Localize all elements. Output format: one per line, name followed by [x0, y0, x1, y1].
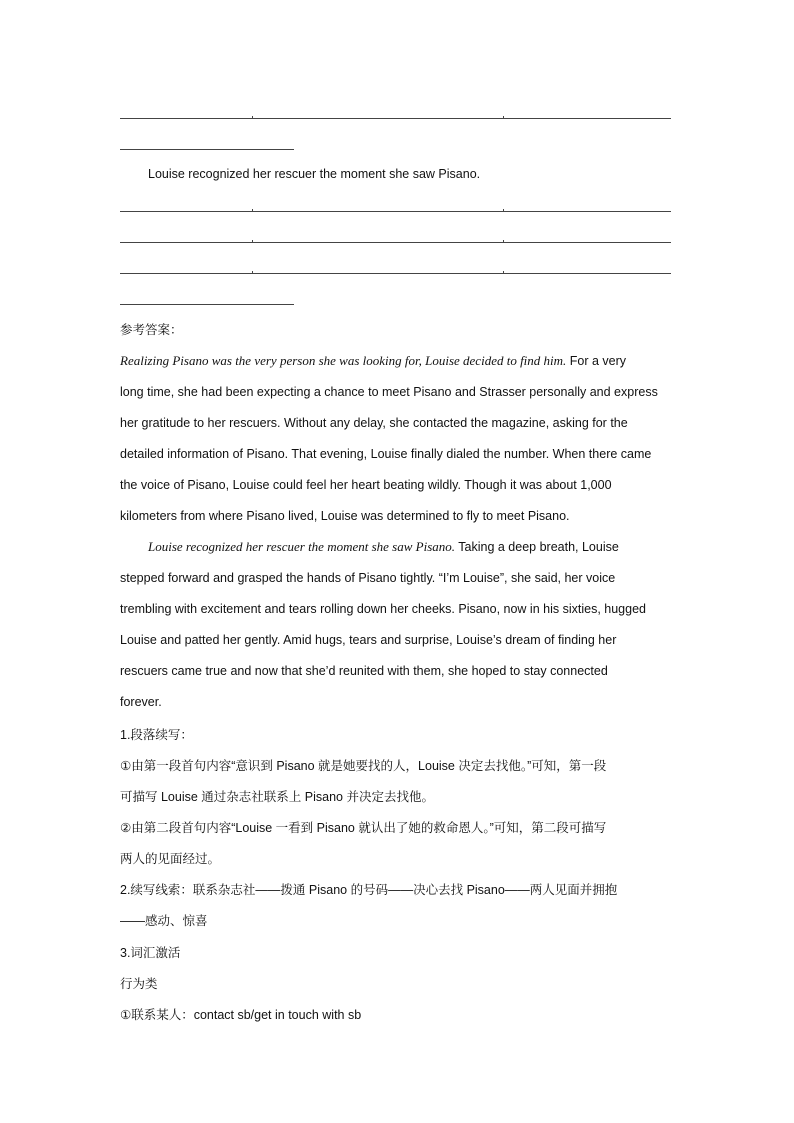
line-tick: [503, 116, 504, 119]
analysis-line: ①由第一段首句内容“意识到 Pisano 就是她要找的人，Louise 决定去找他。”可知，第一段: [120, 759, 607, 773]
writing-line: [120, 242, 671, 243]
answer-p2-line: trembling with excitement and tears rolling down her cheeks. Pisano, now in his sixties, hugged: [120, 602, 646, 616]
line-tick: [503, 209, 504, 212]
paragraph-2-opening: Louise recognized her rescuer the moment she saw Pisano.: [148, 167, 481, 181]
writing-line: [120, 211, 671, 212]
writing-line: [120, 118, 671, 119]
answer-p1-line: her gratitude to her rescuers. Without any delay, she contacted the magazine, asking for the: [120, 416, 628, 430]
answer-heading: 参考答案：: [120, 323, 183, 337]
writing-line-short: [120, 304, 294, 305]
analysis-line: ——感动、惊喜: [120, 914, 208, 928]
line-tick: [252, 240, 253, 243]
writing-line-short: [120, 149, 294, 150]
answer-p2-line: Louise recognized her rescuer the moment she saw Pisano. Taking a deep breath, Louise: [148, 539, 619, 554]
line-tick: [252, 271, 253, 274]
analysis-line: 两人的见面经过。: [120, 852, 221, 866]
lead-sentence: Louise recognized her rescuer the moment she saw Pisano.: [148, 539, 456, 554]
answer-p1-line: Realizing Pisano was the very person she was looking for, Louise decided to find him. For a very: [120, 353, 627, 368]
answer-p1-line: long time, she had been expecting a chance to meet Pisano and Strasser personally and express: [120, 385, 658, 399]
line-tick: [252, 209, 253, 212]
analysis-line: 可描写 Louise 通过杂志社联系上 Pisano 并决定去找他。: [120, 790, 434, 804]
analysis-subheading: 行为类: [120, 977, 158, 991]
analysis-heading: 1.段落续写：: [120, 728, 193, 742]
answer-p2-line: stepped forward and grasped the hands of Pisano tightly. “I’m Louise”, she said, her voice: [120, 571, 616, 585]
analysis-line: 2.续写线索：联系杂志社——拨通 Pisano 的号码——决心去找 Pisano——两人见面并拥抱: [120, 883, 618, 897]
line-tick: [252, 116, 253, 119]
writing-line: [120, 273, 671, 274]
answer-p2-line: rescuers came true and now that she’d reunited with them, she hoped to stay connected: [120, 664, 608, 678]
answer-p1-line: detailed information of Pisano. That evening, Louise finally dialed the number. When there came: [120, 447, 652, 461]
answer-p1-line: kilometers from where Pisano lived, Louise was determined to fly to meet Pisano.: [120, 509, 570, 523]
analysis-heading: 3.词汇激活: [120, 946, 181, 960]
answer-p2-line: forever.: [120, 695, 162, 709]
analysis-line: ②由第二段首句内容“Louise 一看到 Pisano 就认出了她的救命恩人。”可知，第二段可描写: [120, 821, 607, 835]
analysis-line: ①联系某人：contact sb/get in touch with sb: [120, 1008, 362, 1022]
answer-p1-line: the voice of Pisano, Louise could feel her heart beating wildly. Though it was about 1,000: [120, 478, 612, 492]
lead-sentence: Realizing Pisano was the very person she was looking for, Louise decided to find him.: [120, 353, 567, 368]
answer-p2-line: Louise and patted her gently. Amid hugs, tears and surprise, Louise’s dream of finding her: [120, 633, 617, 647]
line-tick: [503, 271, 504, 274]
line-tick: [503, 240, 504, 243]
